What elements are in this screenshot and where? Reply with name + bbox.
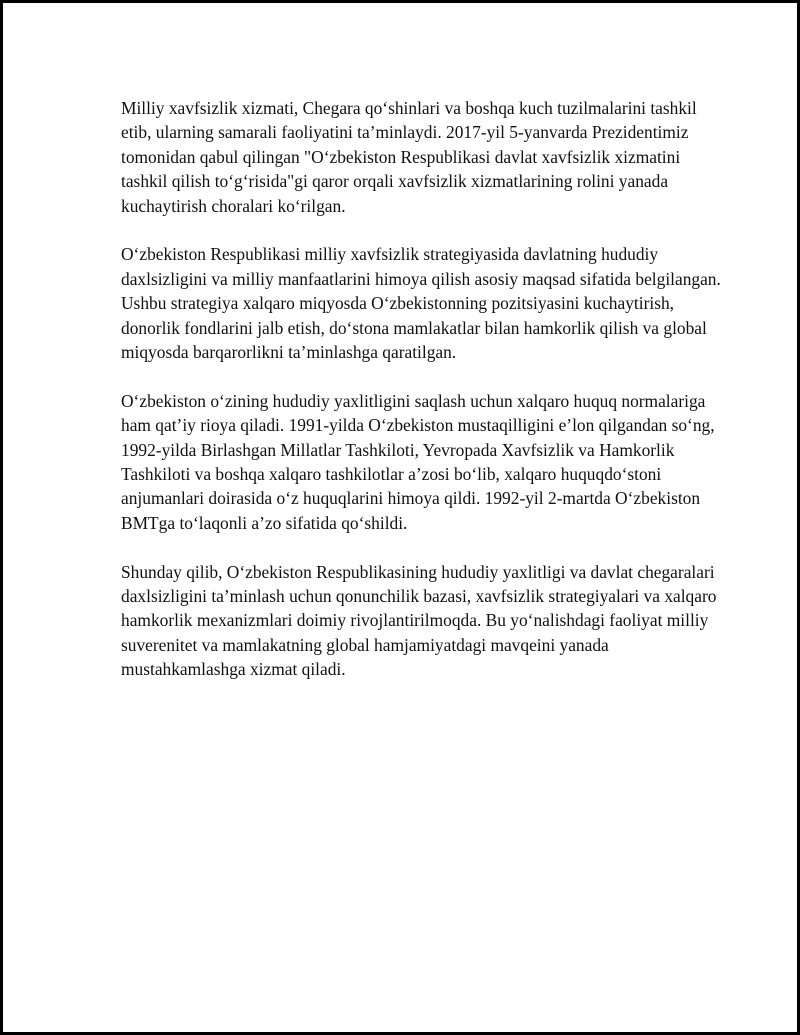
paragraph-2: O‘zbekiston Respublikasi milliy xavfsizlik strategiyasida davlatning hududiy daxlsizligini va milliy manfaatlarini himoya qilish asosiy maqsad sifatida belgilangan. Ushbu strategiya xalqaro miqyosda O‘zbekistonning pozitsiyasini kuchaytirish, donorlik fondlarini jalb etish, do‘stona mamlakatlar bilan hamkorlik qilish va global miqyosda barqarorlikni ta’minlashga qaratilgan. (121, 244, 721, 363)
paragraph-3: O‘zbekiston o‘zining hududiy yaxlitligini saqlash uchun xalqaro huquq normalariga ham qat’iy rioya qiladi. 1991-yilda O‘zbekiston mustaqilligini e’lon qilgandan so‘ng, 1992-yilda Birlashgan Millatlar Tashkiloti, Yevropada Xavfsizlik va Hamkorlik Tashkiloti va boshqa xalqaro tashkilotlar a’zosi bo‘lib, xalqaro huquqdo‘stoni anjumanlari doirasida o‘z huquqlarini himoya qildi. 1992-yil 2-martda O‘zbekiston BMTga to‘laqonli a’zo sifatida qo‘shildi. (121, 390, 715, 533)
paragraph-1: Milliy xavfsizlik xizmati, Chegara qo‘shinlari va boshqa kuch tuzilmalarini tashkil etib, ularning samarali faoliyatini ta’minlaydi. 2017-yil 5-yanvarda Prezidentimiz tomonidan qabul qilingan "O‘zbekiston Respublikasi davlat xavfsizlik xizmatini tashkil qilish to‘g‘risida"gi qaror orqali xavfsizlik xizmatlarining rolini yanada kuchaytirish choralari ko‘rilgan. (121, 98, 697, 216)
document-body (121, 96, 721, 706)
paragraph-4: Shunday qilib, O‘zbekiston Respublikasining hududiy yaxlitligi va davlat chegaralari daxlsizligini ta’minlash uchun qonunchilik bazasi, xavfsizlik strategiyalari va xalqaro hamkorlik mexanizmlari doimiy rivojlantirilmoqda. Bu yo‘nalishdagi faoliyat milliy suverenitet va mamlakatning global hamjamiyatdagi mavqeini yanada mustahkamlashga xizmat qiladi. (121, 561, 717, 680)
